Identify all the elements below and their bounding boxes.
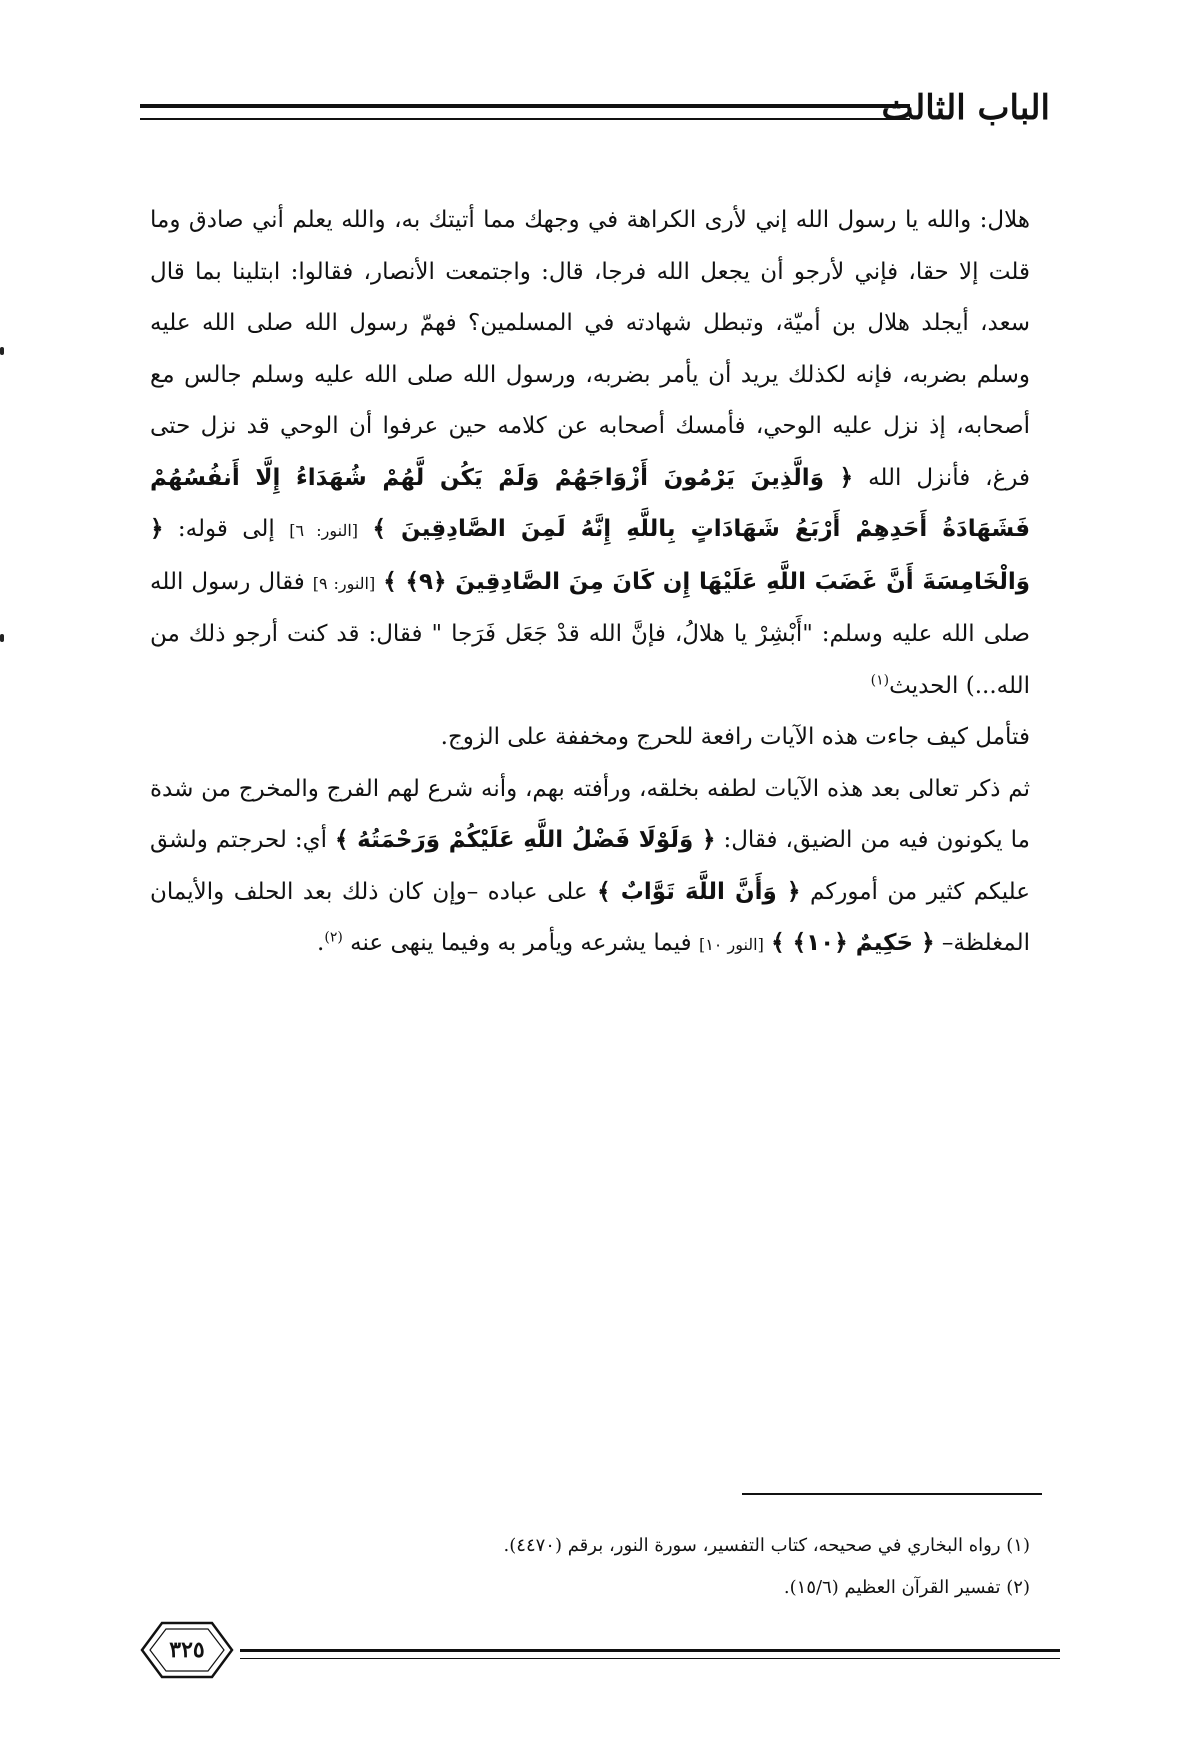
quran-verse: ﴿ وَلَوْلَا فَضْلُ اللَّهِ عَلَيْكُمْ وَرَحْمَتُهُ ﴾ bbox=[334, 827, 716, 853]
footnote-marker[interactable]: (٢) bbox=[324, 929, 343, 946]
text-run: على عباده –وإن كان ذلك بعد الحلف والأيمان المغلظة– bbox=[150, 878, 1030, 956]
page-footer bbox=[140, 1615, 1060, 1685]
footnote-2: (٢) تفسير القرآن العظيم (١٥/٦). bbox=[783, 1577, 1030, 1598]
paragraph-reflection bbox=[150, 712, 1030, 764]
chapter-title: الباب الثالث bbox=[881, 88, 1050, 128]
text-run: إلى قوله: bbox=[177, 516, 275, 542]
text-run: . bbox=[317, 930, 325, 956]
text-run: فقال رسول الله صلى الله عليه وسلم: "أَبْشِرْ يا هلالُ، فإنَّ الله قدْ جَعَل فَرَجا " فقال: قد كنت أرجو ذلك من الله...) الحديث bbox=[150, 568, 1030, 699]
quran-verse: ﴿ وَالَّذِينَ يَرْمُونَ أَزْوَاجَهُمْ وَلَمْ يَكُن لَّهُمْ شُهَدَاءُ إِلَّا أَنفُسُهُمْ فَشَهَادَةُ أَحَدِهِمْ أَرْبَعُ شَهَادَاتٍ بِاللَّهِ إِنَّهُ لَمِنَ الصَّادِقِينَ ﴾ bbox=[150, 464, 1031, 542]
page-number-badge bbox=[140, 1615, 234, 1685]
page-number: ٣٢٥ bbox=[169, 1637, 205, 1663]
footnote-marker[interactable]: (١) bbox=[870, 671, 890, 688]
verse-reference: [النور: ٦] bbox=[289, 521, 359, 540]
page-header bbox=[140, 88, 1050, 138]
quran-verse: ﴿ وَالْخَامِسَةَ أَنَّ غَضَبَ اللَّهِ عَلَيْهَا إِن كَانَ مِنَ الصَّادِقِينَ ﴿٩﴾ ﴾ bbox=[150, 516, 1031, 595]
main-text bbox=[150, 195, 1030, 971]
text-run: هلال: والله يا رسول الله إني لأرى الكراهة في وجهك مما أتيتك به، والله يعلم أني صادق وما قلت إلا حقا، فإني لأرجو أن يجعل الله فرجا، قال: واجتمعت الأنصار، فقالوا: ابتلينا بما قال سعد، أيجلد هلال بن أميّة، وتبطل شهادته في المسلمين؟ فهمّ رسول الله صلى الله عليه وسلم بضربه، فإنه لكذلك يريد أن يأمر بضربه، ورسول الله صلى الله عليه وسلم جالس مع أصحابه، إذ نزل عليه الوحي، فأمسك أصحابه عن كلامه حين عرفوا أن الوحي قد نزل حتى فرغ، فأنزل الله bbox=[150, 207, 1030, 491]
quran-verse: ﴿ وَأَنَّ اللَّهَ تَوَّابٌ ﴾ bbox=[597, 878, 801, 905]
paragraph-hadith bbox=[150, 195, 1030, 712]
footnote-1: (١) رواه البخاري في صحيحه، كتاب التفسير، سورة النور، برقم (٤٤٧٠). bbox=[503, 1535, 1030, 1556]
text-run: فيما يشرعه ويأمر به وفيما ينهى عنه bbox=[350, 930, 692, 956]
footnote-separator bbox=[742, 1493, 1042, 1495]
quran-verse: ﴿ حَكِيمٌ ﴿١٠﴾ ﴾ bbox=[771, 930, 935, 956]
text-run: فتأمل كيف جاءت هذه الآيات رافعة للحرج ومخففة على الزوج. bbox=[440, 724, 1030, 750]
scan-edge-mark bbox=[0, 634, 4, 642]
text-run: ثم ذكر تعالى بعد هذه الآيات لطفه بخلقه، ورأفته بهم، وأنه شرع لهم الفرج والمخرج من شدة ما يكونون فيه من الضيق، فقال: bbox=[150, 775, 1031, 853]
text-run: أي: لحرجتم ولشق عليكم كثير من أموركم bbox=[150, 827, 1031, 905]
footer-rule bbox=[240, 1649, 1060, 1659]
paragraph-commentary bbox=[150, 764, 1030, 971]
verse-reference: [النور: ٩] bbox=[312, 573, 376, 593]
footnotes bbox=[150, 1525, 1030, 1609]
header-double-rule bbox=[140, 104, 910, 120]
verse-reference: [النور ١٠] bbox=[698, 935, 764, 954]
scan-edge-mark bbox=[0, 347, 4, 355]
